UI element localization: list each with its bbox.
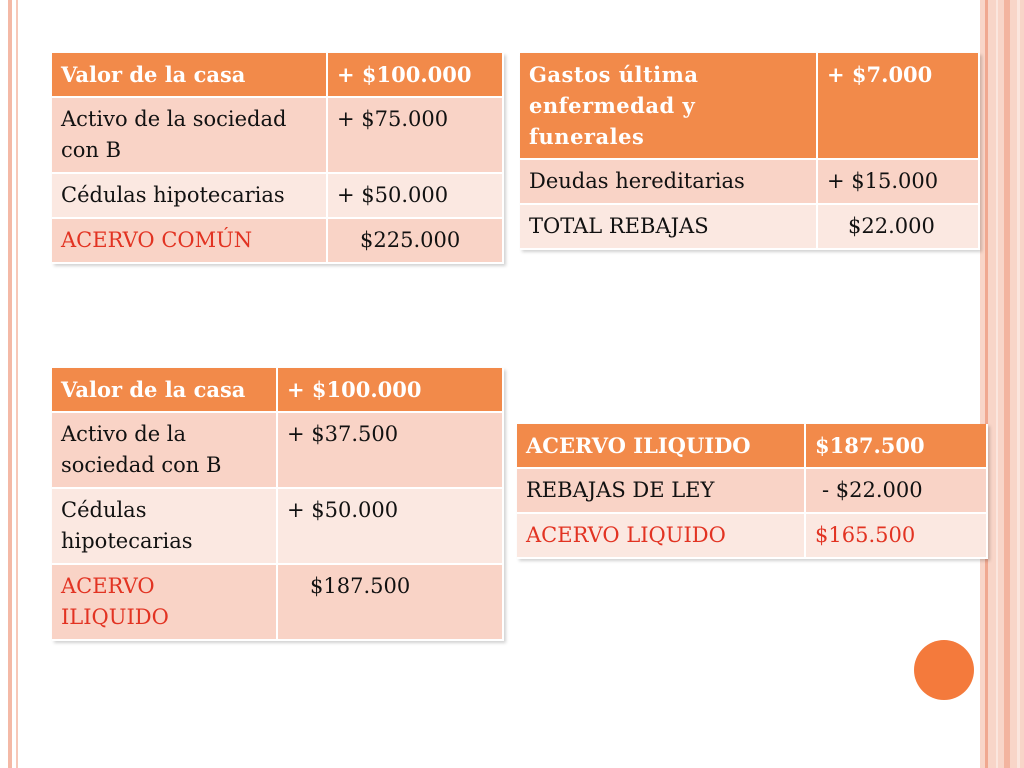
table-cell-value: + $37.500	[278, 413, 504, 489]
table-cell-label: ACERVO LIQUIDO	[517, 514, 806, 559]
table-cell-value: + $50.000	[328, 174, 504, 219]
right-border-line	[1004, 0, 1010, 768]
table-cell-label: TOTAL REBAJAS	[520, 205, 818, 250]
table-cell-label: Cédulas hipotecarias	[52, 174, 328, 219]
table-cell-value: - $22.000	[806, 469, 988, 514]
table-cell-label: ACERVO ILIQUIDO	[517, 424, 806, 469]
table-row	[52, 489, 504, 565]
table-row	[520, 205, 980, 250]
table-row	[52, 219, 504, 264]
table-row	[517, 514, 988, 559]
left-border-line-thin	[16, 0, 18, 768]
table-cell-label: REBAJAS DE LEY	[517, 469, 806, 514]
right-border-line	[985, 0, 988, 768]
table-row	[52, 174, 504, 219]
table-cell-value: $187.500	[806, 424, 988, 469]
left-border-line	[8, 0, 12, 768]
right-border-line	[1017, 0, 1020, 768]
table-cell-label: Valor de la casa	[52, 53, 328, 98]
table-row	[52, 53, 504, 98]
table-cell-value: $165.500	[806, 514, 988, 559]
table-row	[520, 160, 980, 205]
acervo-liquido-table	[517, 424, 988, 559]
acervo-comun-table	[52, 53, 504, 264]
table-cell-value: $187.500	[278, 565, 504, 641]
rebajas-table	[520, 53, 980, 250]
table-cell-value: + $100.000	[328, 53, 504, 98]
table-row	[52, 368, 504, 413]
table-row	[52, 565, 504, 641]
table-cell-label: Gastos última enfermedad y funerales	[520, 53, 818, 160]
table-cell-value: + $15.000	[818, 160, 980, 205]
table-cell-label: ACERVO COMÚN	[52, 219, 328, 264]
right-border-line	[996, 0, 998, 768]
table-cell-value: + $100.000	[278, 368, 504, 413]
table-cell-label: Cédulas hipotecarias	[52, 489, 278, 565]
table-cell-label: Activo de la sociedad con B	[52, 413, 278, 489]
table-cell-label: Deudas hereditarias	[520, 160, 818, 205]
table-cell-value: $22.000	[818, 205, 980, 250]
table-row	[517, 424, 988, 469]
table-row	[520, 53, 980, 160]
table-row	[52, 98, 504, 174]
table-row	[52, 413, 504, 489]
table-cell-value: + $75.000	[328, 98, 504, 174]
table-cell-label: Valor de la casa	[52, 368, 278, 413]
decorative-circle	[914, 640, 974, 700]
table-cell-value: + $7.000	[818, 53, 980, 160]
table-row	[517, 469, 988, 514]
table-cell-label: ACERVO ILIQUIDO	[52, 565, 278, 641]
table-cell-value: $225.000	[328, 219, 504, 264]
table-cell-label: Activo de la sociedad con B	[52, 98, 328, 174]
acervo-iliquido-table	[52, 368, 504, 641]
table-cell-value: + $50.000	[278, 489, 504, 565]
